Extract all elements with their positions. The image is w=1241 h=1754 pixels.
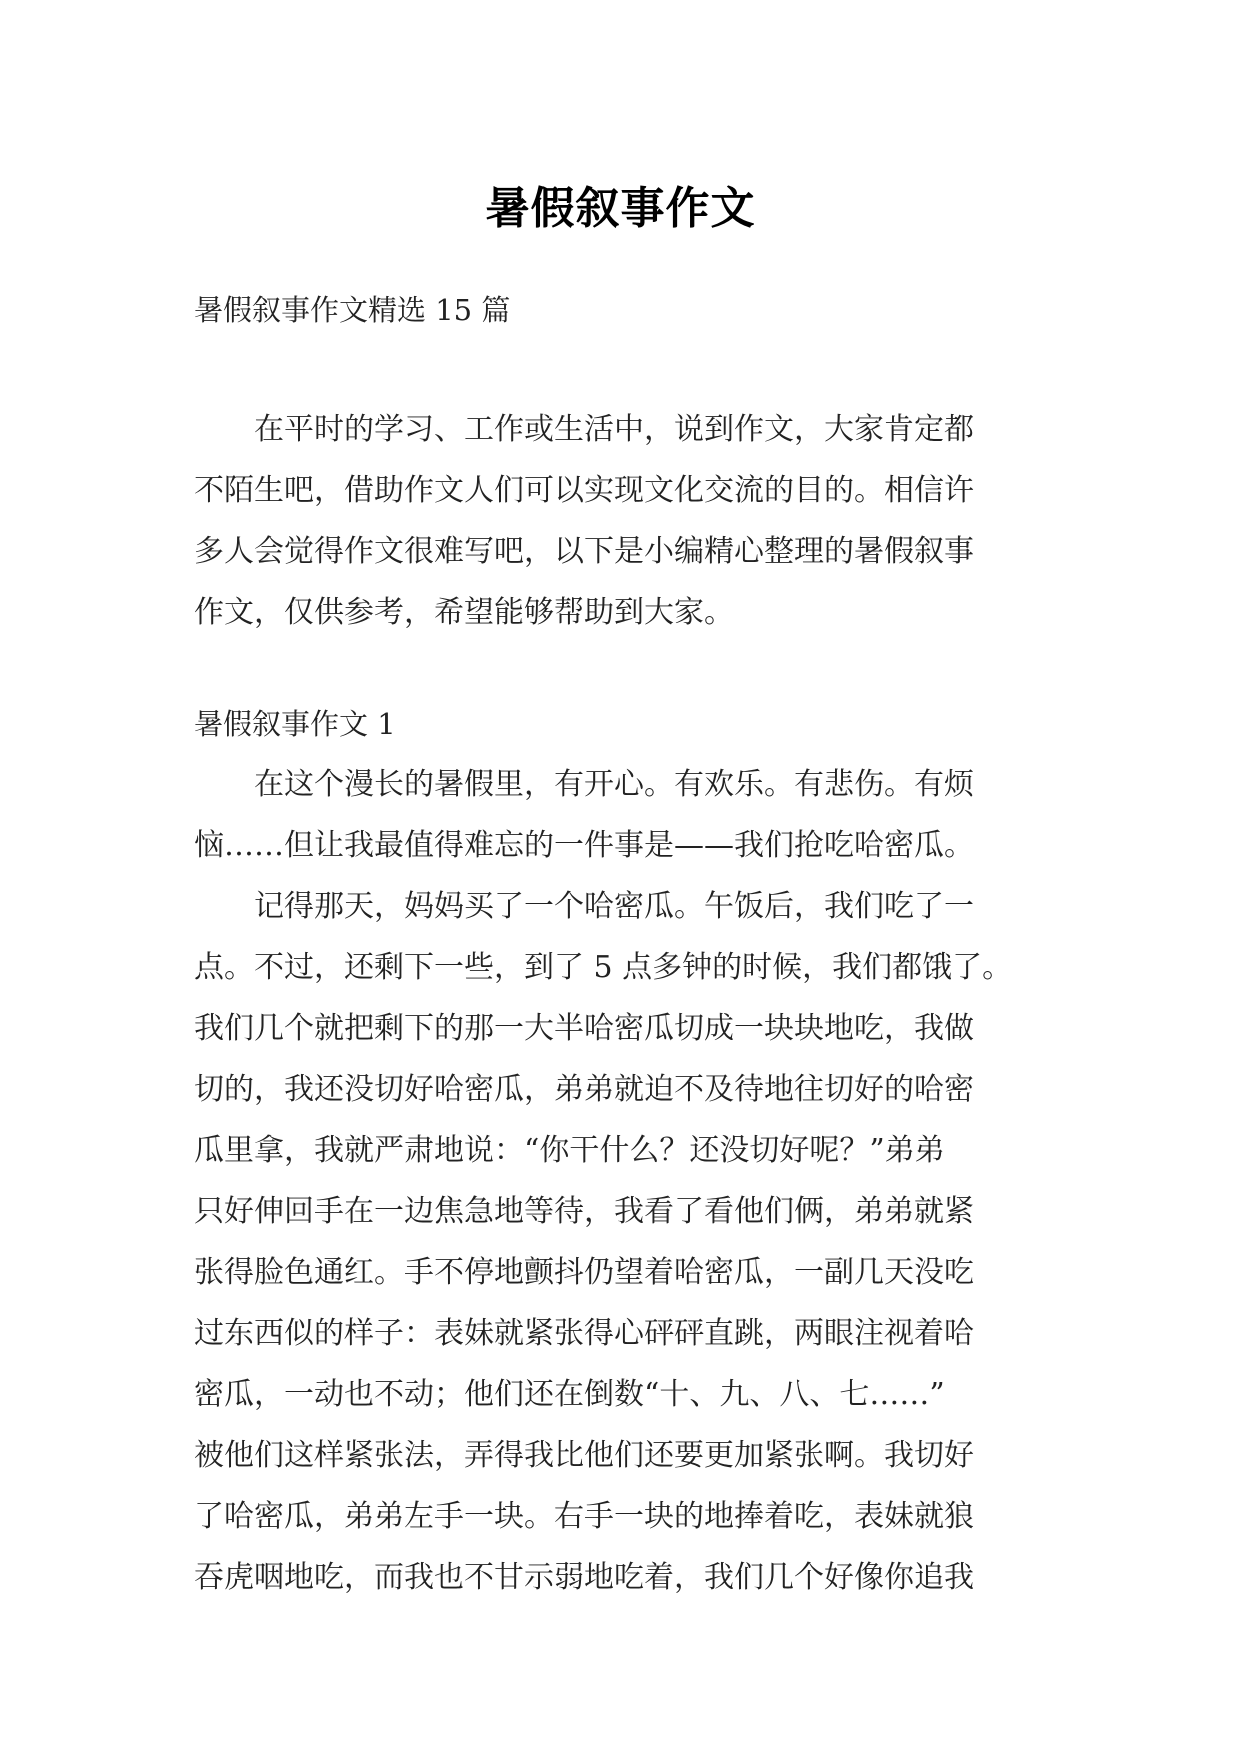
- intro-paragraph: [194, 399, 1054, 643]
- paragraph-line: 过东西似的样子：表妹就紧张得心砰砰直跳，两眼注视着哈: [194, 1316, 974, 1351]
- paragraph-line: 在这个漫长的暑假里，有开心。有欢乐。有悲伤。有烦: [194, 767, 974, 802]
- paragraph-line: 我们几个就把剩下的那一大半哈密瓜切成一块块地吃，我做: [194, 1011, 974, 1046]
- document-title: 暑假叙事作文: [485, 183, 756, 235]
- section-heading: 暑假叙事作文 1: [194, 707, 396, 741]
- paragraph-line: 瓜里拿，我就严肃地说：“你干什么？还没切好呢？”弟弟: [194, 1133, 945, 1168]
- paragraph-line: 切的，我还没切好哈密瓜，弟弟就迫不及待地往切好的哈密: [194, 1072, 974, 1107]
- paragraph-line: 张得脸色通红。手不停地颤抖仍望着哈密瓜，一副几天没吃: [194, 1255, 974, 1290]
- paragraph-line: 被他们这样紧张法，弄得我比他们还要更加紧张啊。我切好: [194, 1438, 974, 1473]
- paragraph-line: 只好伸回手在一边焦急地等待，我看了看他们俩，弟弟就紧: [194, 1194, 974, 1229]
- paragraph-line: 记得那天，妈妈买了一个哈密瓜。午饭后，我们吃了一: [194, 889, 974, 924]
- intro-line: 作文，仅供参考，希望能够帮助到大家。: [194, 595, 734, 630]
- document-subtitle: 暑假叙事作文精选 15 篇: [194, 293, 511, 327]
- intro-line: 不陌生吧，借助作文人们可以实现文化交流的目的。相信许: [194, 473, 974, 508]
- essay-paragraph-2: [194, 876, 1054, 1608]
- paragraph-line: 点。不过，还剩下一些，到了 5 点多钟的时候，我们都饿了。: [194, 950, 1013, 985]
- paragraph-line: 密瓜，一动也不动；他们还在倒数“十、九、八、七……”: [194, 1377, 945, 1412]
- intro-line: 在平时的学习、工作或生活中，说到作文，大家肯定都: [194, 412, 974, 447]
- intro-line: 多人会觉得作文很难写吧，以下是小编精心整理的暑假叙事: [194, 534, 974, 569]
- essay-paragraph-1: [194, 754, 1054, 876]
- paragraph-line: 了哈密瓜，弟弟左手一块。右手一块的地捧着吃，表妹就狼: [194, 1499, 974, 1534]
- paragraph-line: 吞虎咽地吃，而我也不甘示弱地吃着，我们几个好像你追我: [194, 1560, 974, 1595]
- paragraph-line: 恼……但让我最值得难忘的一件事是——我们抢吃哈密瓜。: [194, 828, 974, 863]
